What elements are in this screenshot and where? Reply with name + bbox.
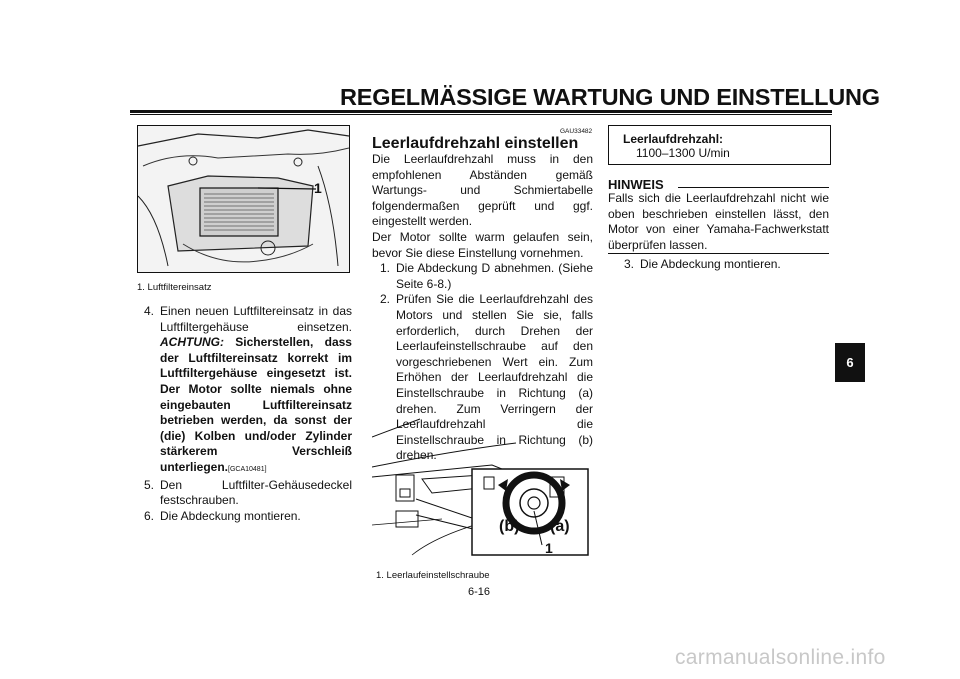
air-filter-illustration [138,126,349,272]
figure-caption: 1. Luftfiltereinsatz [137,282,212,293]
step-5 [144,478,352,509]
title-rule [130,110,832,113]
step-number: 4. [144,304,155,318]
spec-box [608,125,831,165]
idle-screw-figure [372,415,590,557]
warmup-paragraph: Der Motor sollte warm gelaufen sein, bevor Sie diese Einstellung vornehmen. [372,229,593,260]
chapter-tab[interactable]: 6 [835,343,865,382]
figure-caption: 1. Leerlaufeinstellschraube [376,570,490,581]
spec-value: 1100–1300 U/min [636,146,730,160]
step-text: Prüfen Sie die Leerlaufdrehzahl des Motors und stellen Sie sie, falls erforderlich, durch Drehen der Leerlaufeinstellschraube auf den vorgeschriebenen Wert ein. Zum Erhöhen der Leerlaufdrehzahl die Einstellschraube in Richtung (a) drehen. Zum Verringern der Leerlaufdrehzahl die Einstellschraube in Richtung (b) drehen. [396,292,593,463]
step-number: 2. [380,292,391,307]
step-1 [380,261,593,292]
step-4 [144,304,352,478]
note-rule-top [678,187,829,188]
step-number: 1. [380,261,391,276]
step-number: 5. [144,477,155,492]
section-code: GAU33482 [560,128,593,135]
section-heading: Leerlaufdrehzahl einstellen [372,135,579,152]
figure-callout-1: 1 [314,180,322,196]
step-number: 3. [624,257,635,271]
direction-label-a: (a) [550,518,570,535]
step-6 [144,509,352,525]
page-number: 6-16 [467,586,491,598]
air-filter-figure [137,125,350,273]
direction-label-b: (b) [499,518,520,535]
step-text: Die Abdeckung D abnehmen. (Siehe Seite 6-8.) [396,261,593,291]
title-rule-thin [130,114,832,115]
note-rule-bottom [608,253,829,254]
note-text [608,191,829,253]
warning-code: [GCA10481] [228,465,267,473]
spec-label: Leerlaufdrehzahl: [623,132,724,146]
note-heading: HINWEIS [608,177,664,192]
page-title: REGELMÄSSIGE WARTUNG UND EINSTELLUNG [340,84,880,110]
step-3-item [624,257,829,273]
step-text: Den Luftfilter-Gehäusedeckel festschrauben. [160,477,352,508]
step-text: Die Abdeckung montieren. [640,257,781,271]
step-text: Die Abdeckung montieren. [160,508,301,523]
warning-label: ACHTUNG: [160,335,224,350]
watermark: carmanualsonline.info [675,646,886,669]
step-3 [624,257,829,273]
step-text: Einen neuen Luftfiltereinsatz in das Luftfiltergehäuse einsetzen. [160,304,352,334]
figure-callout-1: 1 [545,540,553,556]
left-steps [144,304,352,524]
note-paragraph: Falls sich die Leerlaufdrehzahl nicht wie oben beschrieben einstellen lässt, den Motor von einer Yamaha-Fachwerkstatt überprüfen lassen. [608,191,829,252]
intro-paragraph: Die Leerlaufdrehzahl muss in den empfohlenen Abständen gemäß Wartungs- und Schmiertabelle folgendermaßen geprüft und ggf. eingestellt werden. [372,152,593,229]
step-number: 6. [144,508,155,523]
warning-text: Sicherstellen, dass der Luftfiltereinsatz korrekt im Luftfiltergehäuse eingesetzt ist. Der Motor sollte niemals ohne eingebauten Luftfiltereinsatz betrieben werden, da sonst der (die) Kolben und/oder Zylinder stärkerem Verschleiß unterliegen. [160,335,352,474]
